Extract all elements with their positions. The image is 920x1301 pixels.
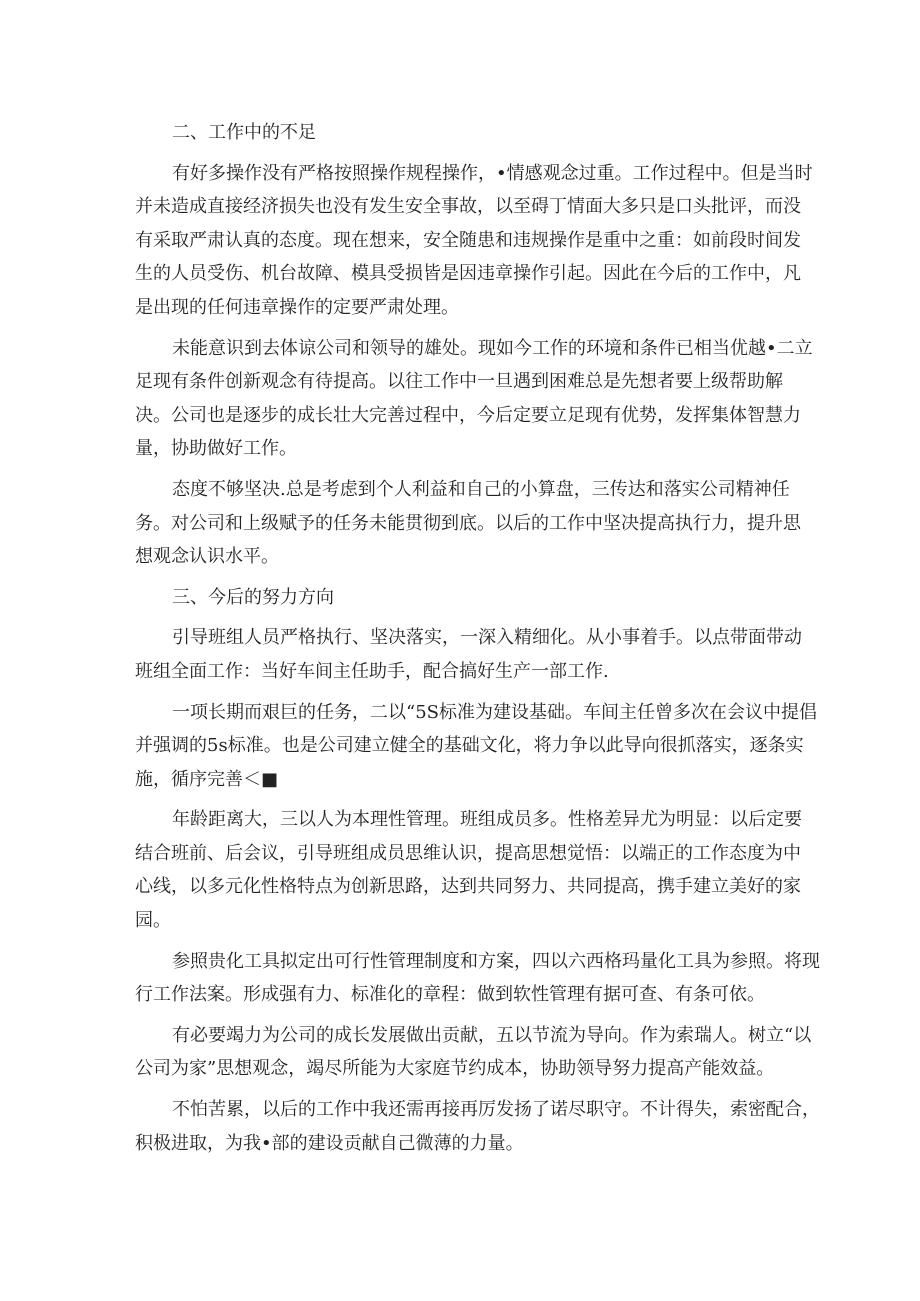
section-heading xyxy=(172,116,778,150)
body-paragraph xyxy=(135,803,802,937)
text-line: 不怕苦累，以后的工作中我还需再接再厉发扬了诺尽职守。不计得失，索密配合， xyxy=(172,1099,820,1121)
text-line: 务。对公司和上级赋予的任务未能贯彻到底。以后的工作中坚决提高执行力，提升思 xyxy=(135,512,801,534)
text-line: 二、工作中的不足 xyxy=(172,122,316,143)
body-paragraph xyxy=(135,1019,812,1086)
text-line: 态度不够坚决.总是考虑到个人利益和自己的小算盘，三传达和落实公司精神任 xyxy=(172,478,790,500)
section-heading xyxy=(172,581,778,615)
text-line: 并未造成直接经济损失也没有发生安全事故，以至碍丁情面大多只是口头批评，而没 xyxy=(135,196,801,218)
document-body xyxy=(135,116,820,1167)
body-paragraph xyxy=(135,332,813,466)
text-line: 年龄距离大，三以人为本理性管理。班组成员多。性格差异尤为明显：以后定要 xyxy=(172,809,802,831)
text-line: 生的人员受伤、机台故障、模具受损皆是因违章操作引起。因此在今后的工作中，凡 xyxy=(135,263,801,285)
text-line: 施，循序完善＜■ xyxy=(135,768,279,790)
text-line: 一项长期而艰巨的任务，二以“5S标准为建设基础。车间主任曾多次在会议中提倡 xyxy=(172,701,817,723)
text-line: 有必要竭力为公司的成长发展做出贡献，五以节流为导向。作为索瑞人。树立“以 xyxy=(172,1024,812,1046)
text-line: 班组全面工作：当好车间主任助手，配合搞好生产一部工作. xyxy=(135,660,609,682)
text-line: 量，协助做好工作。 xyxy=(135,438,297,460)
text-line: 园。 xyxy=(135,910,171,932)
text-line: 引导班组人员严格执行、坚决落实，一深入精细化。从小事着手。以点带面带动 xyxy=(172,627,802,649)
text-line: 心线，以多元化性格特点为创新思路，达到共同努力、共同提高，携手建立美好的家 xyxy=(135,876,801,898)
text-line: 并强调的5s标准。也是公司建立健全的基础文化，将力争以此导向很抓落实，逐条实 xyxy=(135,735,804,757)
body-paragraph xyxy=(135,621,802,688)
body-paragraph xyxy=(135,945,820,1012)
body-paragraph xyxy=(135,157,813,325)
text-line: 有采取严肃认真的态度。现在想来，安全随患和违规操作是重中之重：如前段时间发 xyxy=(135,229,801,251)
body-paragraph xyxy=(135,696,817,797)
text-line: 足现有条件创新观念有待提高。以往工作中一旦遇到困难总是先想者要上级帮助解 xyxy=(135,371,783,393)
text-line: 想观念认识水平。 xyxy=(135,546,279,568)
text-line: 三、今后的努力方向 xyxy=(172,586,334,608)
text-line: 行工作法案。形成强有力、标准化的章程：做到软性管理有据可查、有条可依。 xyxy=(135,984,765,1006)
text-line: 决。公司也是逐步的成长壮大完善过程中，今后定要立足现有优势，发挥集体智慧力 xyxy=(135,404,801,426)
body-paragraph xyxy=(135,1093,820,1160)
text-line: 是出现的任何违章操作的定要严肃处理。 xyxy=(135,296,459,318)
text-line: 公司为家”思想观念，竭尽所能为大家庭节约成本，协助领导努力提高产能效益。 xyxy=(135,1058,775,1080)
text-line: 参照贵化工具拟定出可行性管理制度和方案，四以六西格玛量化工具为参照。将现 xyxy=(172,950,820,972)
body-paragraph xyxy=(135,473,801,574)
text-line: 积极进取，为我•部的建设贡献自己微薄的力量。 xyxy=(135,1132,524,1154)
text-line: 结合班前、后会议，引导班组成员思维认识，提高思想觉悟：以端正的工作态度为中 xyxy=(135,842,801,864)
text-line: 未能意识到去体谅公司和领导的雄处。现如今工作的环境和条件已相当优越•二立 xyxy=(172,337,813,359)
text-line: 有好多操作没有严格按照操作规程操作，•情感观念过重。工作过程中。但是当时 xyxy=(172,162,813,184)
